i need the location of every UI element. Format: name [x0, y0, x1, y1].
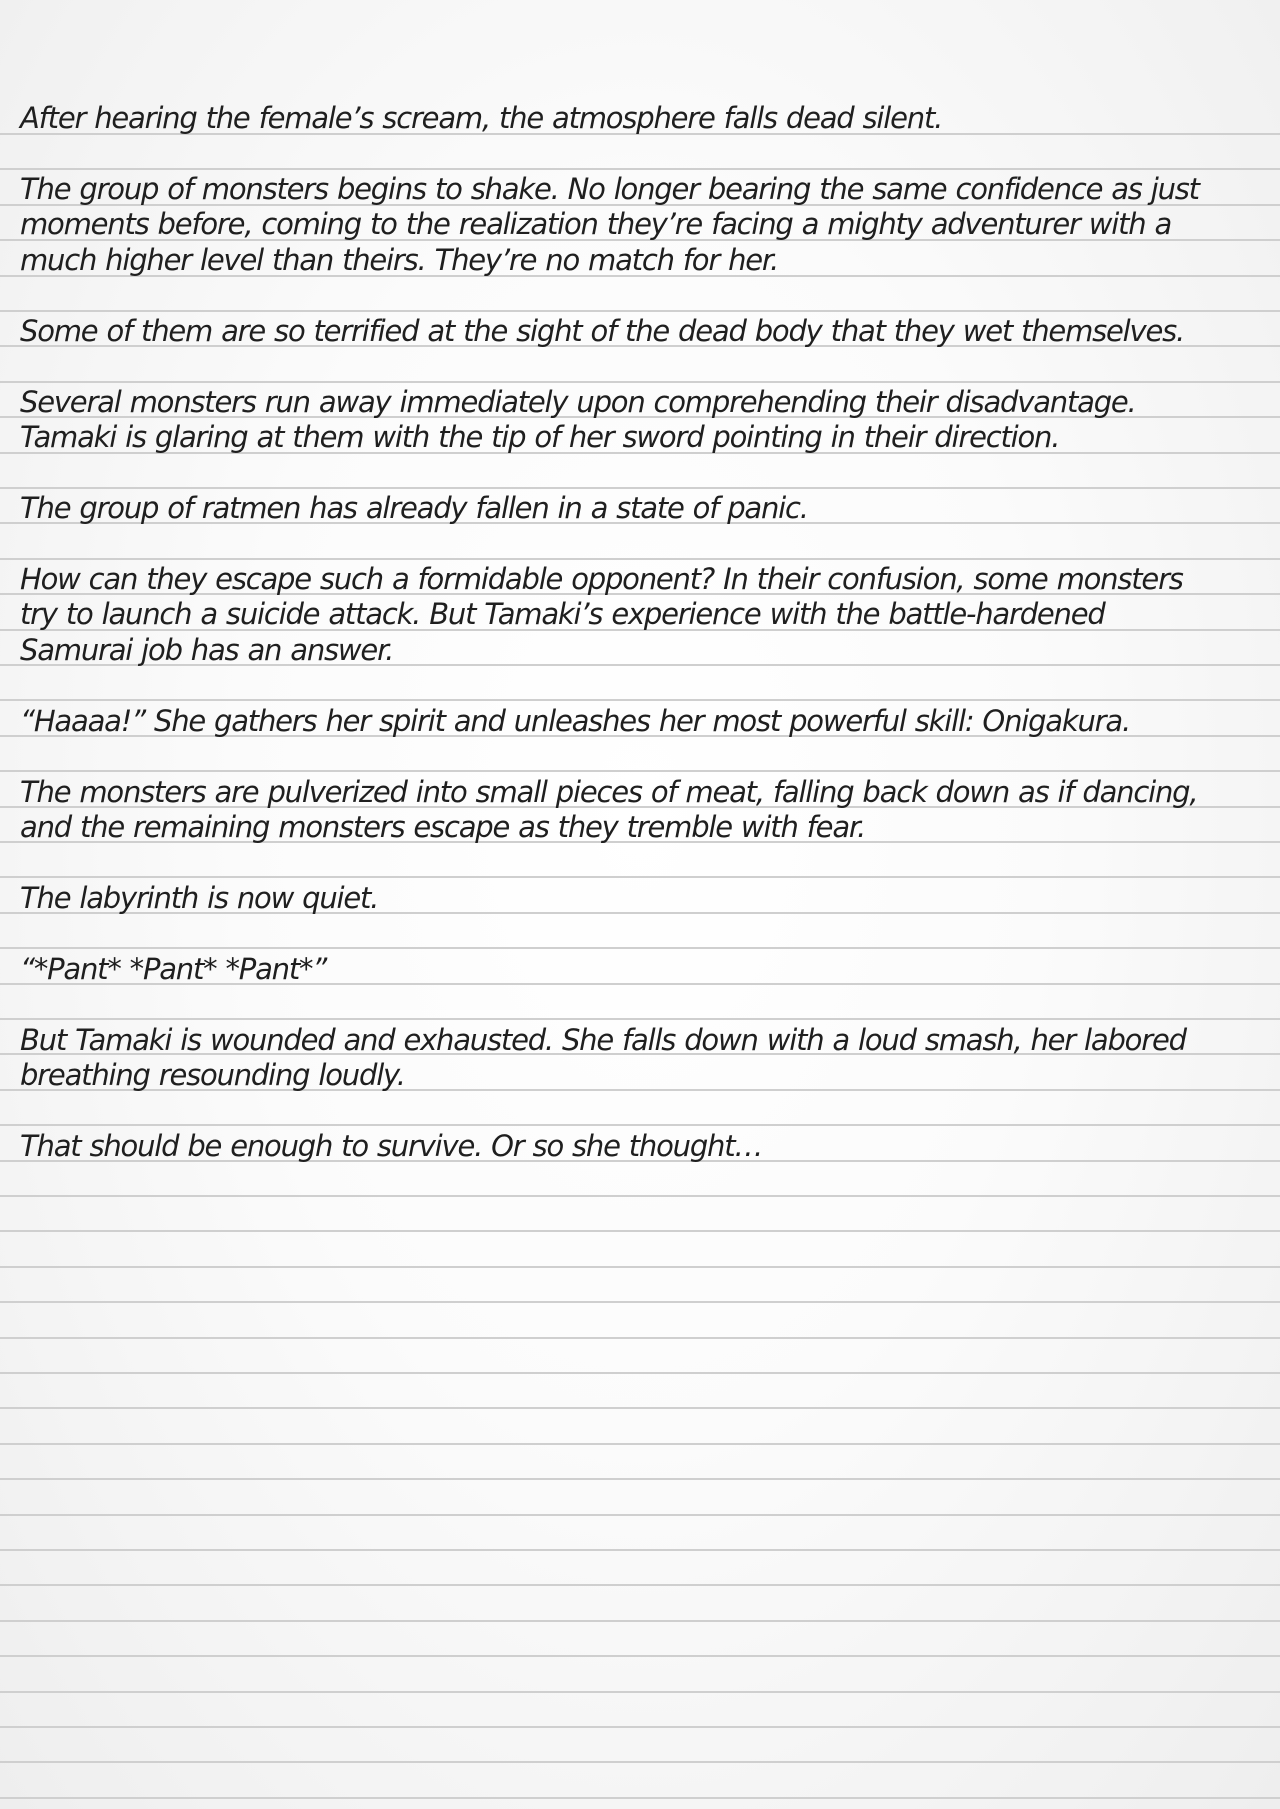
text-line: and the remaining monsters escape as they tremble with fear. [20, 810, 865, 844]
ruled-line [0, 558, 1280, 560]
text-line: “Haaaa!” She gathers her spirit and unleashes her most powerful skill: Onigakura. [20, 704, 1130, 738]
text-line: Samurai job has an answer. [20, 633, 394, 667]
text-line: Tamaki is glaring at them with the tip of her sword pointing in their direction. [20, 420, 1060, 454]
ruled-line [0, 1726, 1280, 1728]
text-line: But Tamaki is wounded and exhausted. She falls down with a loud smash, her labored [20, 1023, 1186, 1057]
text-line: The monsters are pulverized into small pieces of meat, falling back down as if dancing, [20, 775, 1198, 809]
ruled-line [0, 1195, 1280, 1197]
text-line: Some of them are so terrified at the sight of the dead body that they wet themselves. [20, 314, 1185, 348]
text-line: “*Pant* *Pant* *Pant*” [20, 952, 327, 986]
ruled-line [0, 1655, 1280, 1657]
text-line: moments before, coming to the realization they’re facing a mighty adventurer with a [20, 207, 1172, 241]
ruled-line [0, 1797, 1280, 1799]
ruled-line [0, 1018, 1280, 1020]
ruled-line [0, 1620, 1280, 1622]
ruled-line [0, 310, 1280, 312]
ruled-line [0, 1549, 1280, 1551]
text-line: Several monsters run away immediately upon comprehending their disadvantage. [20, 385, 1136, 419]
ruled-line [0, 1514, 1280, 1516]
text-line: much higher level than theirs. They’re no match for her. [20, 243, 778, 277]
text-line: After hearing the female’s scream, the atmosphere falls dead silent. [20, 101, 943, 135]
ruled-line [0, 487, 1280, 489]
ruled-line [0, 1478, 1280, 1480]
ruled-line [0, 381, 1280, 383]
text-line: The labyrinth is now quiet. [20, 881, 379, 915]
ruled-line [0, 1443, 1280, 1445]
text-line: The group of ratmen has already fallen in a state of panic. [20, 491, 808, 525]
ruled-line [0, 770, 1280, 772]
ruled-line [0, 947, 1280, 949]
ruled-line [0, 1301, 1280, 1303]
text-line: breathing resounding loudly. [20, 1058, 405, 1092]
text-line: That should be enough to survive. Or so she thought… [20, 1129, 763, 1163]
ruled-line [0, 876, 1280, 878]
ruled-line [0, 1266, 1280, 1268]
ruled-line [0, 1407, 1280, 1409]
ruled-line [0, 1124, 1280, 1126]
ruled-line [0, 1230, 1280, 1232]
text-line: How can they escape such a formidable opponent? In their confusion, some monsters [20, 562, 1183, 596]
ruled-line [0, 1584, 1280, 1586]
ruled-line [0, 1761, 1280, 1763]
ruled-line [0, 699, 1280, 701]
text-line: try to launch a suicide attack. But Tamaki’s experience with the battle-hardened [20, 597, 1105, 631]
text-line: The group of monsters begins to shake. No longer bearing the same confidence as just [20, 172, 1199, 206]
ruled-line [0, 1691, 1280, 1693]
ruled-line [0, 1337, 1280, 1339]
ruled-line [0, 1372, 1280, 1374]
ruled-line [0, 168, 1280, 170]
